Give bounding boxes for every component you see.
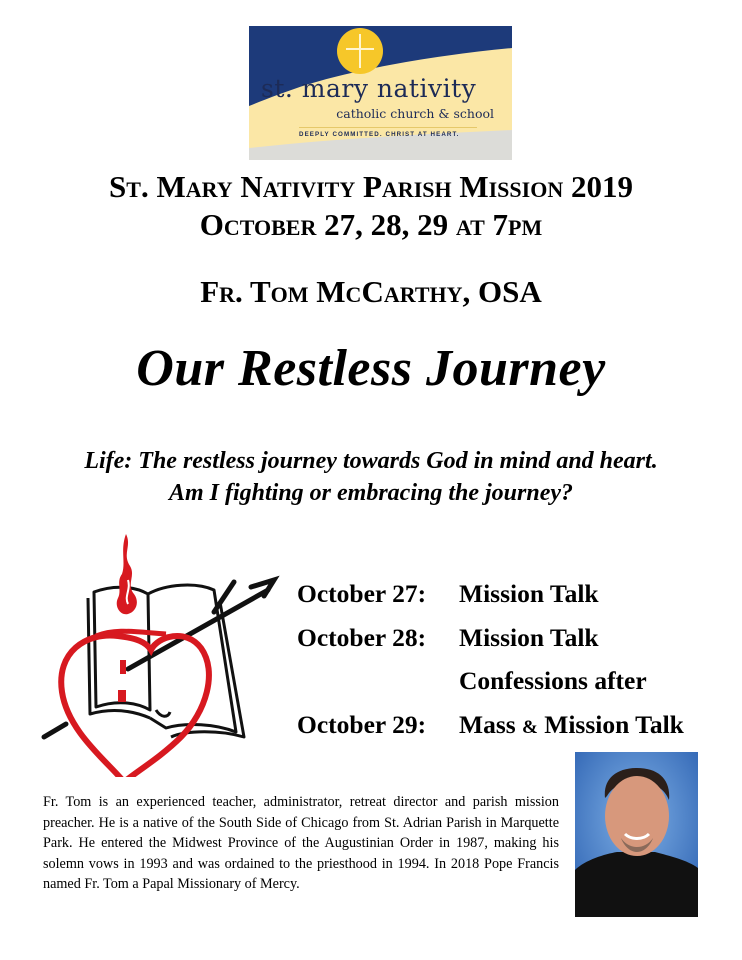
schedule-date: October 28: — [297, 622, 427, 652]
mission-tagline — [0, 445, 742, 509]
schedule-date: October 29: — [297, 709, 427, 739]
event-title: St. Mary Nativity Parish Mission 2019 — [109, 169, 633, 204]
parish-logo — [249, 26, 512, 160]
mission-headline: Our Restless Journey — [136, 340, 606, 397]
logo-subtitle: catholic church & school — [336, 106, 494, 121]
speaker-name: Fr. Tom McCarthy, OSA — [200, 274, 542, 309]
event-title-block — [0, 168, 742, 245]
schedule-row — [297, 659, 684, 703]
event-dates: October 27, 28, 29 at 7pm — [199, 207, 543, 242]
portrait-image — [575, 752, 698, 917]
schedule-event: Mission Talk — [459, 579, 599, 608]
augustinian-emblem-icon — [36, 532, 286, 777]
schedule-event: Mission Talk — [459, 622, 599, 652]
speaker-photo — [575, 752, 698, 917]
tagline-line-1: Life: The restless journey towards God in mind and heart. — [84, 448, 658, 474]
cross-icon — [359, 34, 361, 68]
logo-tagline: DEEPLY COMMITTED. CHRIST AT HEART. — [299, 131, 460, 138]
mission-schedule — [297, 572, 684, 746]
schedule-event: Mass & Mission Talk — [459, 709, 684, 739]
schedule-row — [297, 572, 684, 616]
logo-divider — [299, 127, 477, 128]
speaker-bio: Fr. Tom is an experienced teacher, administrator, retreat director and parish mission preacher. He is a native of the South Side of Chicago from St. Adrian Parish in Marquette Park. He entered the Midwest Province of the Augustinian Order in 1987, making his solemn vows in 1993 and was ordained to the priesthood in 1994. In 2018 Pope Francis named Fr. Tom a Papal Missionary of Mercy. — [43, 794, 559, 892]
schedule-row — [297, 703, 684, 747]
schedule-date: October 27: — [297, 579, 427, 608]
schedule-row — [297, 616, 684, 660]
tagline-line-2: Am I fighting or embracing the journey? — [168, 480, 574, 506]
schedule-event: Confessions after — [459, 666, 647, 695]
logo-name: st. mary nativity — [261, 74, 477, 103]
